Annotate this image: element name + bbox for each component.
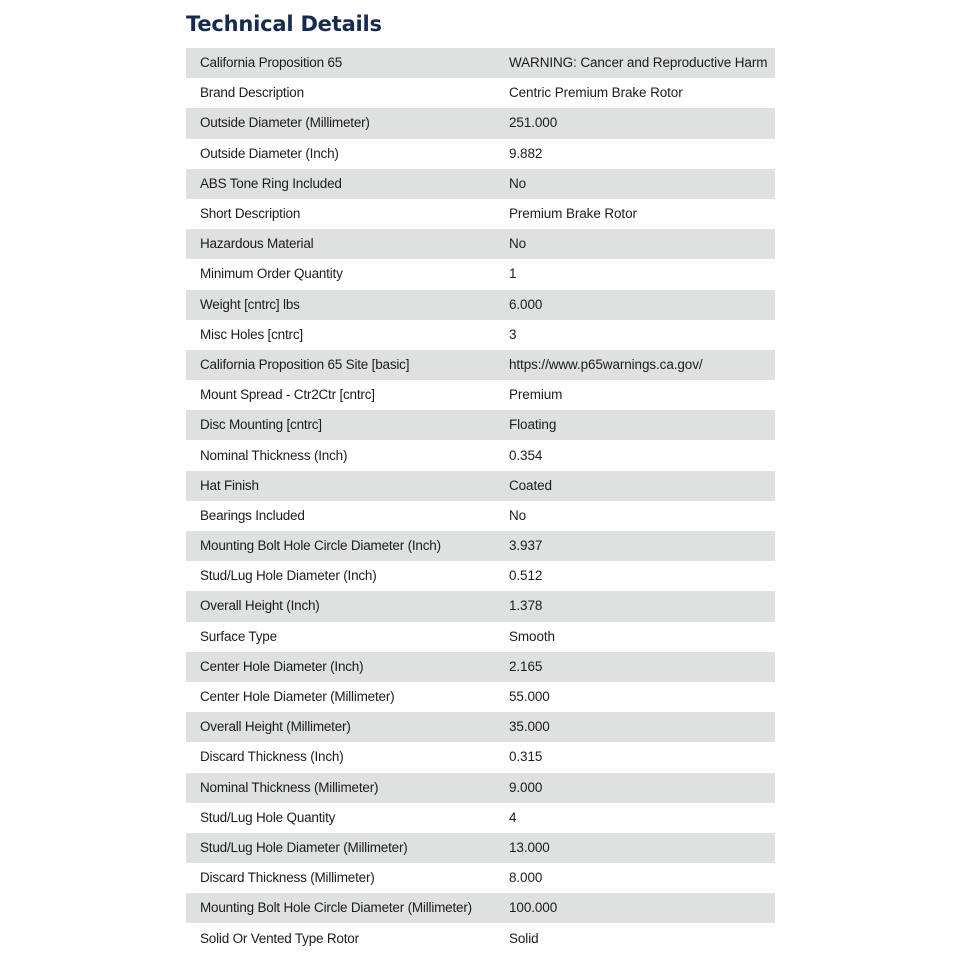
spec-label: Stud/Lug Hole Quantity: [200, 809, 336, 825]
spec-label: Discard Thickness (Millimeter): [200, 870, 375, 886]
spec-label: Overall Height (Inch): [200, 598, 320, 614]
spec-value: Premium Brake Rotor: [509, 206, 637, 222]
spec-value: 0.354: [509, 447, 543, 463]
spec-label: Center Hole Diameter (Millimeter): [200, 689, 395, 705]
spec-label: Mounting Bolt Hole Circle Diameter (Inch): [200, 538, 441, 554]
spec-label: Nominal Thickness (Millimeter): [200, 779, 379, 795]
spec-value: 8.000: [509, 870, 543, 886]
table-row: [186, 773, 775, 803]
spec-value: No: [509, 236, 527, 252]
spec-value: 100.000: [509, 900, 558, 916]
spec-value: WARNING: Cancer and Reproductive Harm: [509, 55, 768, 71]
table-row: [186, 893, 775, 923]
spec-label: Outside Diameter (Millimeter): [200, 115, 370, 131]
spec-label: Stud/Lug Hole Diameter (Millimeter): [200, 839, 408, 855]
spec-value: Coated: [509, 477, 552, 493]
spec-value: https://www.p65warnings.ca.gov/: [509, 356, 703, 372]
spec-value: Solid: [509, 930, 539, 946]
table-row: [186, 199, 775, 229]
table-row: [186, 471, 775, 501]
spec-label: Bearings Included: [200, 507, 305, 523]
spec-value: 3.937: [509, 538, 543, 554]
table-row: [186, 712, 775, 742]
spec-value: 0.315: [509, 749, 543, 765]
spec-value: 9.000: [509, 779, 543, 795]
table-row: [186, 652, 775, 682]
table-row: [186, 380, 775, 410]
spec-label: Overall Height (Millimeter): [200, 719, 351, 735]
table-row: [186, 259, 775, 289]
spec-label: Solid Or Vented Type Rotor: [200, 930, 359, 946]
spec-value: Floating: [509, 417, 557, 433]
page-title: Technical Details: [186, 12, 382, 36]
table-row: [186, 561, 775, 591]
spec-label: Hat Finish: [200, 477, 259, 493]
spec-value: Smooth: [509, 628, 555, 644]
spec-value: No: [509, 175, 527, 191]
spec-label: Hazardous Material: [200, 236, 314, 252]
table-row: [186, 320, 775, 350]
table-row: [186, 139, 775, 169]
spec-value: 3: [509, 326, 517, 342]
spec-label: Brand Description: [200, 85, 304, 101]
table-row: [186, 742, 775, 772]
table-row: [186, 290, 775, 320]
spec-label: Weight [cntrc] lbs: [200, 296, 300, 312]
spec-value: 9.882: [509, 145, 543, 161]
spec-label: Misc Holes [cntrc]: [200, 326, 303, 342]
spec-value: 1.378: [509, 598, 543, 614]
spec-label: ABS Tone Ring Included: [200, 175, 342, 191]
table-row: [186, 863, 775, 893]
spec-value: 4: [509, 809, 517, 825]
spec-label: Discard Thickness (Inch): [200, 749, 344, 765]
spec-label: Surface Type: [200, 628, 277, 644]
spec-value: 6.000: [509, 296, 543, 312]
table-row: [186, 923, 775, 953]
spec-value: 35.000: [509, 719, 550, 735]
spec-value: 2.165: [509, 658, 543, 674]
table-row: [186, 501, 775, 531]
spec-value: 13.000: [509, 839, 550, 855]
spec-label: Outside Diameter (Inch): [200, 145, 339, 161]
table-row: [186, 78, 775, 108]
table-row: [186, 48, 775, 78]
table-row: [186, 108, 775, 138]
spec-rows: [186, 48, 775, 954]
spec-label: Mounting Bolt Hole Circle Diameter (Millimeter): [200, 900, 472, 916]
table-row: [186, 440, 775, 470]
table-row: [186, 531, 775, 561]
spec-value: Premium: [509, 387, 563, 403]
table-row: [186, 803, 775, 833]
spec-label: Minimum Order Quantity: [200, 266, 343, 282]
table-row: [186, 622, 775, 652]
spec-label: Center Hole Diameter (Inch): [200, 658, 364, 674]
technical-details-table: [186, 48, 775, 954]
spec-label: Mount Spread - Ctr2Ctr [cntrc]: [200, 387, 375, 403]
spec-label: California Proposition 65 Site [basic]: [200, 356, 410, 372]
spec-label: Short Description: [200, 206, 301, 222]
spec-value: No: [509, 507, 527, 523]
table-row: [186, 591, 775, 621]
table-row: [186, 682, 775, 712]
spec-label: California Proposition 65: [200, 55, 343, 71]
table-row: [186, 833, 775, 863]
spec-label: Nominal Thickness (Inch): [200, 447, 348, 463]
spec-value: 0.512: [509, 568, 543, 584]
table-row: [186, 350, 775, 380]
table-row: [186, 169, 775, 199]
spec-value: 55.000: [509, 689, 550, 705]
table-row: [186, 410, 775, 440]
spec-label: Disc Mounting [cntrc]: [200, 417, 322, 433]
spec-label: Stud/Lug Hole Diameter (Inch): [200, 568, 377, 584]
spec-value: 1: [509, 266, 517, 282]
table-row: [186, 229, 775, 259]
spec-value: 251.000: [509, 115, 558, 131]
spec-value: Centric Premium Brake Rotor: [509, 85, 683, 101]
